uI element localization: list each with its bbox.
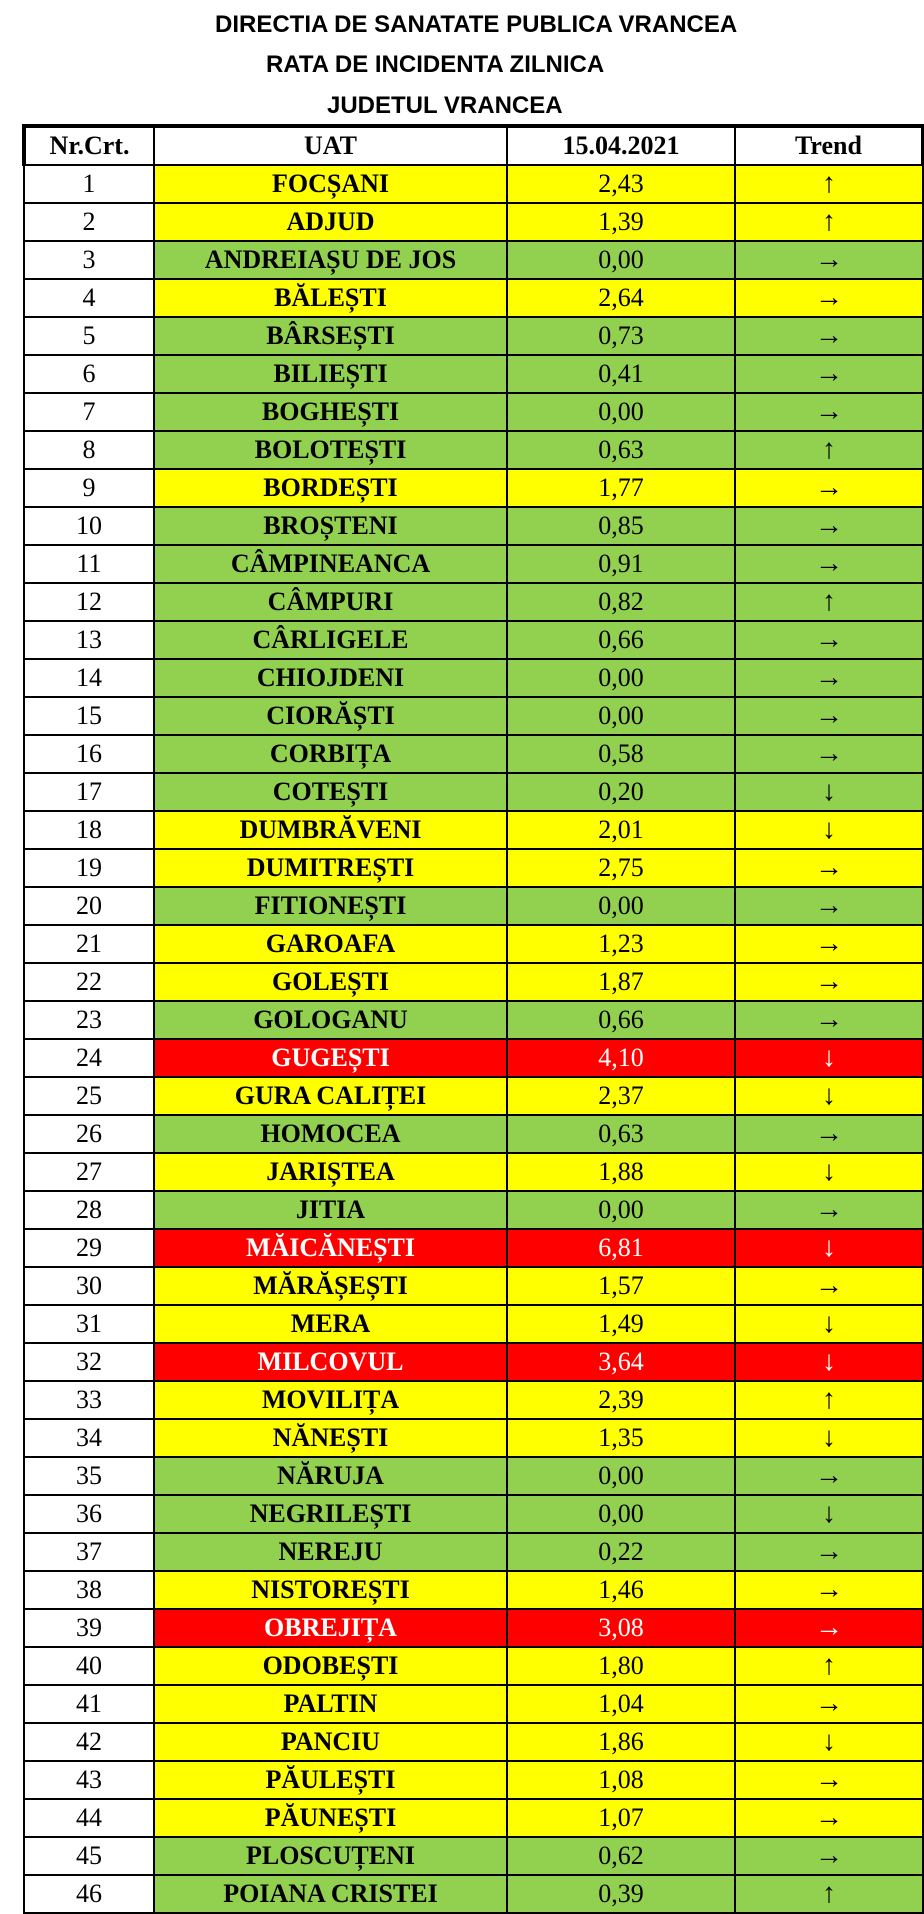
incidence-rate-cell: 2,75 [507,849,735,887]
row-number-cell: 32 [24,1343,154,1381]
uat-name-cell: BĂLEȘTI [154,279,507,317]
uat-name-cell: JITIA [154,1191,507,1229]
uat-name-cell: BILIEȘTI [154,355,507,393]
incidence-rate-cell: 1,88 [507,1153,735,1191]
uat-name-cell: MOVILIȚA [154,1381,507,1419]
trend-arrow-cell: → [735,1001,923,1039]
uat-name-cell: NEGRILEȘTI [154,1495,507,1533]
uat-name-cell: POIANA CRISTEI [154,1875,507,1913]
row-number-cell: 29 [24,1229,154,1267]
table-row [24,1229,923,1267]
table-row [24,735,923,773]
incidence-rate-cell: 0,82 [507,583,735,621]
row-number-cell: 34 [24,1419,154,1457]
row-number-cell: 33 [24,1381,154,1419]
uat-name-cell: MĂRĂȘEȘTI [154,1267,507,1305]
incidence-rate-cell: 2,43 [507,165,735,203]
row-number-cell: 19 [24,849,154,887]
column-header-trend: Trend [735,126,923,165]
incidence-rate-cell: 3,08 [507,1609,735,1647]
trend-arrow-cell: → [735,963,923,1001]
table-row [24,1115,923,1153]
table-row [24,1153,923,1191]
trend-arrow-cell: → [735,621,923,659]
table-row [24,241,923,279]
table-row [24,849,923,887]
row-number-cell: 10 [24,507,154,545]
row-number-cell: 3 [24,241,154,279]
incidence-rate-cell: 1,80 [507,1647,735,1685]
row-number-cell: 39 [24,1609,154,1647]
incidence-rate-cell: 3,64 [507,1343,735,1381]
incidence-rate-cell: 0,58 [507,735,735,773]
trend-arrow-cell: ↓ [735,1723,923,1761]
row-number-cell: 9 [24,469,154,507]
incidence-rate-cell: 0,63 [507,431,735,469]
row-number-cell: 35 [24,1457,154,1495]
table-row [24,887,923,925]
incidence-rate-cell: 1,57 [507,1267,735,1305]
uat-name-cell: ODOBEȘTI [154,1647,507,1685]
incidence-rate-cell: 4,10 [507,1039,735,1077]
incidence-rate-cell: 0,00 [507,1457,735,1495]
row-number-cell: 15 [24,697,154,735]
table-row [24,1837,923,1875]
trend-arrow-cell: → [735,1457,923,1495]
incidence-rate-cell: 0,00 [507,887,735,925]
uat-name-cell: BROȘTENI [154,507,507,545]
table-row [24,925,923,963]
trend-arrow-cell: ↑ [735,203,923,241]
table-row [24,355,923,393]
trend-arrow-cell: ↓ [735,1305,923,1343]
report-county: JUDETUL VRANCEA [327,92,563,119]
row-number-cell: 21 [24,925,154,963]
incidence-rate-cell: 0,00 [507,659,735,697]
incidence-rate-cell: 1,23 [507,925,735,963]
incidence-rate-cell: 0,00 [507,1495,735,1533]
incidence-rate-cell: 2,01 [507,811,735,849]
table-row [24,963,923,1001]
row-number-cell: 11 [24,545,154,583]
incidence-rate-cell: 0,66 [507,621,735,659]
uat-name-cell: PANCIU [154,1723,507,1761]
row-number-cell: 1 [24,165,154,203]
trend-arrow-cell: ↑ [735,1875,923,1913]
trend-arrow-cell: ↓ [735,1495,923,1533]
uat-name-cell: FOCȘANI [154,165,507,203]
table-row [24,203,923,241]
trend-arrow-cell: ↑ [735,583,923,621]
uat-name-cell: BOGHEȘTI [154,393,507,431]
report-header [0,0,924,120]
incidence-rate-cell: 0,00 [507,697,735,735]
incidence-rate-cell: 2,39 [507,1381,735,1419]
row-number-cell: 13 [24,621,154,659]
table-row [24,583,923,621]
incidence-rate-cell: 0,85 [507,507,735,545]
table-row [24,1381,923,1419]
row-number-cell: 6 [24,355,154,393]
uat-name-cell: PLOSCUȚENI [154,1837,507,1875]
table-row [24,811,923,849]
row-number-cell: 20 [24,887,154,925]
uat-name-cell: MĂICĂNEȘTI [154,1229,507,1267]
incidence-rate-cell: 6,81 [507,1229,735,1267]
row-number-cell: 22 [24,963,154,1001]
uat-name-cell: CÂMPURI [154,583,507,621]
uat-name-cell: PALTIN [154,1685,507,1723]
row-number-cell: 12 [24,583,154,621]
incidence-rate-cell: 1,77 [507,469,735,507]
table-row [24,1305,923,1343]
uat-name-cell: JARIȘTEA [154,1153,507,1191]
trend-arrow-cell: → [735,697,923,735]
uat-name-cell: NEREJU [154,1533,507,1571]
uat-name-cell: BOLOTEȘTI [154,431,507,469]
table-row [24,1571,923,1609]
uat-name-cell: GUGEȘTI [154,1039,507,1077]
table-row [24,279,923,317]
trend-arrow-cell: → [735,887,923,925]
trend-arrow-cell: → [735,1761,923,1799]
row-number-cell: 43 [24,1761,154,1799]
report-subtitle: RATA DE INCIDENTA ZILNICA [266,51,605,78]
table-body [24,165,923,1913]
table-row [24,1799,923,1837]
uat-name-cell: ADJUD [154,203,507,241]
row-number-cell: 30 [24,1267,154,1305]
uat-name-cell: NĂRUJA [154,1457,507,1495]
incidence-table [22,124,924,1914]
incidence-rate-cell: 0,41 [507,355,735,393]
incidence-rate-cell: 0,00 [507,241,735,279]
row-number-cell: 16 [24,735,154,773]
uat-name-cell: ANDREIAȘU DE JOS [154,241,507,279]
row-number-cell: 42 [24,1723,154,1761]
incidence-rate-cell: 0,66 [507,1001,735,1039]
incidence-rate-cell: 0,20 [507,773,735,811]
incidence-rate-cell: 1,39 [507,203,735,241]
table-row [24,507,923,545]
incidence-rate-cell: 1,87 [507,963,735,1001]
trend-arrow-cell: → [735,355,923,393]
incidence-rate-cell: 0,00 [507,393,735,431]
table-row [24,1723,923,1761]
row-number-cell: 31 [24,1305,154,1343]
row-number-cell: 46 [24,1875,154,1913]
incidence-rate-cell: 2,64 [507,279,735,317]
trend-arrow-cell: → [735,849,923,887]
trend-arrow-cell: → [735,279,923,317]
table-row [24,1457,923,1495]
incidence-rate-cell: 0,73 [507,317,735,355]
row-number-cell: 37 [24,1533,154,1571]
incidence-rate-cell: 0,22 [507,1533,735,1571]
row-number-cell: 25 [24,1077,154,1115]
trend-arrow-cell: ↓ [735,1229,923,1267]
column-header-date: 15.04.2021 [507,126,735,165]
trend-arrow-cell: → [735,1191,923,1229]
trend-arrow-cell: ↑ [735,431,923,469]
trend-arrow-cell: ↓ [735,1153,923,1191]
table-row [24,431,923,469]
uat-name-cell: MERA [154,1305,507,1343]
uat-name-cell: CIORĂȘTI [154,697,507,735]
row-number-cell: 17 [24,773,154,811]
trend-arrow-cell: → [735,1267,923,1305]
uat-name-cell: CÂMPINEANCA [154,545,507,583]
trend-arrow-cell: → [735,1837,923,1875]
uat-name-cell: DUMITREȘTI [154,849,507,887]
incidence-rate-cell: 1,08 [507,1761,735,1799]
row-number-cell: 18 [24,811,154,849]
row-number-cell: 41 [24,1685,154,1723]
trend-arrow-cell: ↑ [735,165,923,203]
trend-arrow-cell: → [735,241,923,279]
incidence-rate-cell: 0,63 [507,1115,735,1153]
incidence-rate-cell: 0,00 [507,1191,735,1229]
trend-arrow-cell: → [735,1571,923,1609]
trend-arrow-cell: → [735,507,923,545]
row-number-cell: 8 [24,431,154,469]
table-row [24,165,923,203]
row-number-cell: 36 [24,1495,154,1533]
trend-arrow-cell: ↓ [735,1039,923,1077]
table-row [24,1647,923,1685]
table-row [24,1039,923,1077]
trend-arrow-cell: ↓ [735,1419,923,1457]
table-row [24,545,923,583]
trend-arrow-cell: ↓ [735,811,923,849]
uat-name-cell: GOLEȘTI [154,963,507,1001]
table-row [24,697,923,735]
uat-name-cell: GURA CALIȚEI [154,1077,507,1115]
uat-name-cell: NĂNEȘTI [154,1419,507,1457]
incidence-rate-cell: 1,07 [507,1799,735,1837]
trend-arrow-cell: ↑ [735,1647,923,1685]
trend-arrow-cell: → [735,735,923,773]
row-number-cell: 28 [24,1191,154,1229]
uat-name-cell: MILCOVUL [154,1343,507,1381]
trend-arrow-cell: ↓ [735,1343,923,1381]
table-row [24,1495,923,1533]
table-row [24,317,923,355]
table-row [24,1533,923,1571]
table-row [24,1761,923,1799]
trend-arrow-cell: ↑ [735,1381,923,1419]
row-number-cell: 40 [24,1647,154,1685]
uat-name-cell: GAROAFA [154,925,507,963]
row-number-cell: 5 [24,317,154,355]
row-number-cell: 27 [24,1153,154,1191]
uat-name-cell: NISTOREȘTI [154,1571,507,1609]
trend-arrow-cell: → [735,1115,923,1153]
incidence-rate-cell: 1,04 [507,1685,735,1723]
row-number-cell: 23 [24,1001,154,1039]
row-number-cell: 7 [24,393,154,431]
trend-arrow-cell: → [735,1799,923,1837]
incidence-rate-cell: 1,49 [507,1305,735,1343]
incidence-rate-cell: 2,37 [507,1077,735,1115]
incidence-rate-cell: 1,35 [507,1419,735,1457]
incidence-rate-cell: 0,91 [507,545,735,583]
row-number-cell: 14 [24,659,154,697]
table-row [24,659,923,697]
table-row [24,1609,923,1647]
table-row [24,1685,923,1723]
row-number-cell: 45 [24,1837,154,1875]
uat-name-cell: CHIOJDENI [154,659,507,697]
table-row [24,621,923,659]
row-number-cell: 24 [24,1039,154,1077]
trend-arrow-cell: → [735,317,923,355]
table-row [24,1267,923,1305]
report-institution-title: DIRECTIA DE SANATATE PUBLICA VRANCEA [215,11,738,38]
table-row [24,1001,923,1039]
row-number-cell: 2 [24,203,154,241]
table-header-row [24,126,923,165]
uat-name-cell: COTEȘTI [154,773,507,811]
uat-name-cell: PĂUNEȘTI [154,1799,507,1837]
table-row [24,1875,923,1913]
trend-arrow-cell: ↓ [735,773,923,811]
trend-arrow-cell: → [735,1685,923,1723]
column-header-uat: UAT [154,126,507,165]
incidence-rate-cell: 0,62 [507,1837,735,1875]
table-row [24,773,923,811]
table-row [24,393,923,431]
uat-name-cell: BÂRSEȘTI [154,317,507,355]
table-row [24,469,923,507]
row-number-cell: 44 [24,1799,154,1837]
column-header-nr: Nr.Crt. [24,126,154,165]
trend-arrow-cell: → [735,393,923,431]
incidence-rate-cell: 1,86 [507,1723,735,1761]
uat-name-cell: BORDEȘTI [154,469,507,507]
trend-arrow-cell: → [735,659,923,697]
table-row [24,1077,923,1115]
row-number-cell: 4 [24,279,154,317]
table-row [24,1419,923,1457]
trend-arrow-cell: ↓ [735,1077,923,1115]
trend-arrow-cell: → [735,545,923,583]
uat-name-cell: GOLOGANU [154,1001,507,1039]
uat-name-cell: CÂRLIGELE [154,621,507,659]
table-row [24,1343,923,1381]
uat-name-cell: DUMBRĂVENI [154,811,507,849]
uat-name-cell: CORBIȚA [154,735,507,773]
trend-arrow-cell: → [735,1609,923,1647]
uat-name-cell: FITIONEȘTI [154,887,507,925]
row-number-cell: 26 [24,1115,154,1153]
uat-name-cell: OBREJIȚA [154,1609,507,1647]
row-number-cell: 38 [24,1571,154,1609]
trend-arrow-cell: → [735,925,923,963]
incidence-rate-cell: 1,46 [507,1571,735,1609]
trend-arrow-cell: → [735,1533,923,1571]
trend-arrow-cell: → [735,469,923,507]
table-row [24,1191,923,1229]
uat-name-cell: HOMOCEA [154,1115,507,1153]
incidence-rate-cell: 0,39 [507,1875,735,1913]
uat-name-cell: PĂULEȘTI [154,1761,507,1799]
